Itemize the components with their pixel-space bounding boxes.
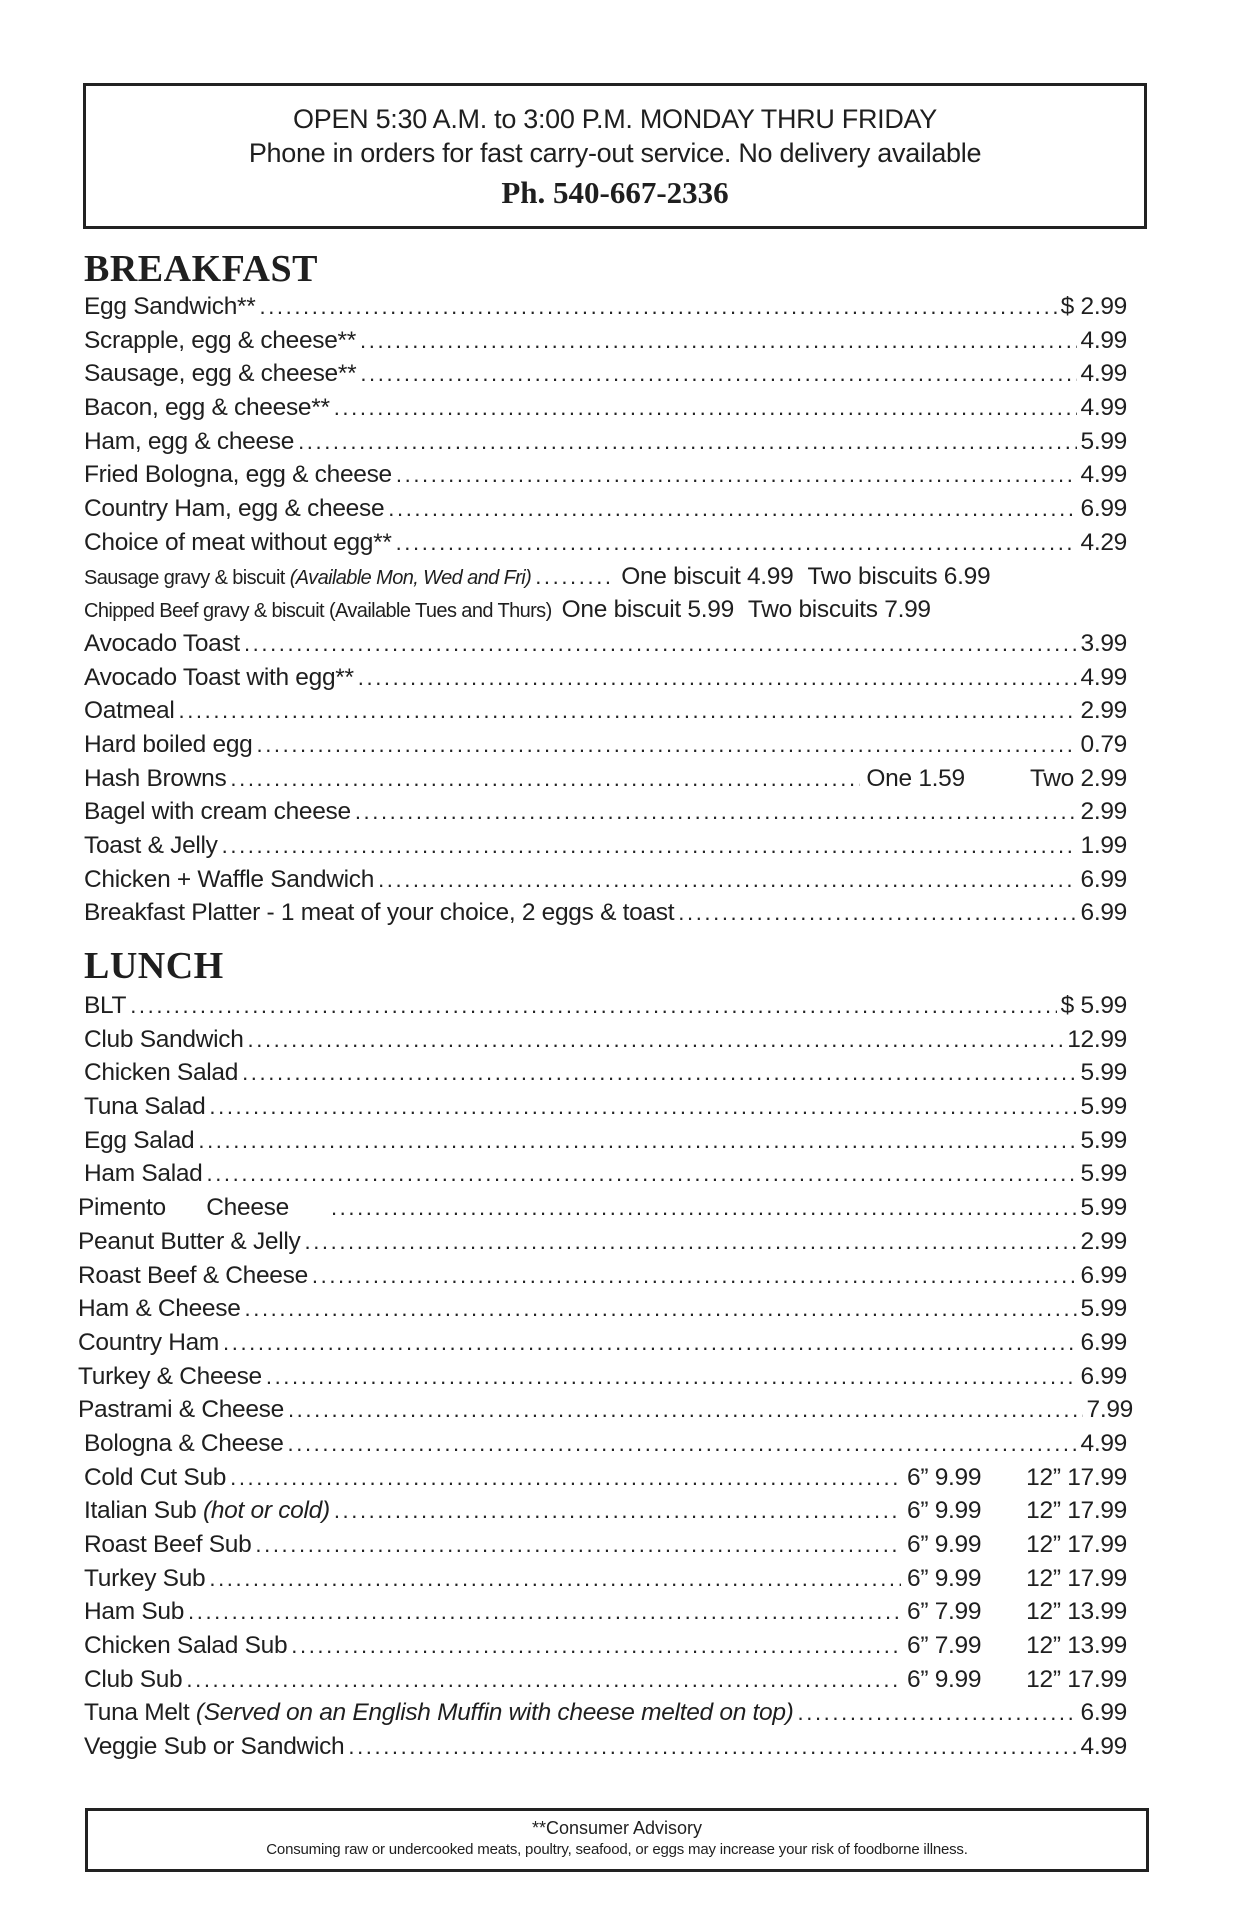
menu-item: Toast & Jelly ..... 1.99 xyxy=(0,829,1243,863)
menu-item: Breakfast Platter - 1 meat of your choice, 2 eggs & toast ..... 6.99 xyxy=(0,896,1243,930)
menu-item: Ham Salad ..... 5.99 xyxy=(0,1157,1243,1191)
breakfast-menu xyxy=(0,290,1243,930)
menu-item-sub: Club Sub ..... 6” 9.99 12” 17.99 xyxy=(0,1663,1243,1697)
menu-item: Bagel with cream cheese ..... 2.99 xyxy=(0,795,1243,829)
hours-box xyxy=(83,83,1147,229)
menu-item: Tuna Salad ..... 5.99 xyxy=(0,1090,1243,1124)
menu-item-hash-browns: Hash Browns ..... One 1.59 Two 2.99 xyxy=(0,762,1243,796)
menu-item-sub: Cold Cut Sub ..... 6” 9.99 12” 17.99 xyxy=(0,1461,1243,1495)
menu-item-tuna-melt: Tuna Melt (Served on an English Muffin with cheese melted on top) ..... 6.99 xyxy=(0,1696,1243,1730)
menu-item-sub: Chicken Salad Sub ..... 6” 7.99 12” 13.99 xyxy=(0,1629,1243,1663)
menu-item-veggie: Veggie Sub or Sandwich ..... 4.99 xyxy=(0,1730,1243,1764)
phone-note: Phone in orders for fast carry-out service. No delivery available xyxy=(248,138,982,168)
menu-item: Sausage, egg & cheese** ..... 4.99 xyxy=(0,357,1243,391)
menu-item-sub: Ham Sub ..... 6” 7.99 12” 13.99 xyxy=(0,1595,1243,1629)
menu-item: Egg Salad ..... 5.99 xyxy=(0,1124,1243,1158)
menu-item-chipped-beef: Chipped Beef gravy & biscuit (Available Tues and Thurs) One biscuit 5.99 Two biscuits 7.99 xyxy=(84,596,931,624)
menu-item: Bologna & Cheese ..... 4.99 xyxy=(0,1427,1243,1461)
menu-item: Peanut Butter & Jelly ..... 2.99 xyxy=(0,1225,1243,1259)
menu-item: Avocado Toast with egg** ..... 4.99 xyxy=(0,661,1243,695)
menu-item: Pastrami & Cheese ..... 7.99 xyxy=(0,1393,1243,1427)
menu-item: Bacon, egg & cheese** ..... 4.99 xyxy=(0,391,1243,425)
menu-item: Oatmeal ..... 2.99 xyxy=(0,694,1243,728)
menu-item: Hard boiled egg ..... 0.79 xyxy=(0,728,1243,762)
menu-item: Choice of meat without egg** ..... 4.29 xyxy=(0,526,1243,560)
menu-item: Fried Bologna, egg & cheese ..... 4.99 xyxy=(0,458,1243,492)
menu-item-sub: Roast Beef Sub ..... 6” 9.99 12” 17.99 xyxy=(0,1528,1243,1562)
menu-item: Pimento Cheese ..... 5.99 xyxy=(0,1191,1243,1225)
advisory-text: Consuming raw or undercooked meats, poultry, seafood, or eggs may increase your risk of foodborne illness. xyxy=(266,1841,968,1858)
menu-item: Avocado Toast ..... 3.99 xyxy=(0,627,1243,661)
consumer-advisory-box xyxy=(85,1808,1149,1872)
lunch-menu xyxy=(0,989,1243,1764)
menu-item: Ham & Cheese ..... 5.99 xyxy=(0,1292,1243,1326)
phone-number: Ph. 540-667-2336 xyxy=(501,175,729,210)
menu-item: Scrapple, egg & cheese** ..... 4.99 xyxy=(0,324,1243,358)
menu-item-sub: Turkey Sub ..... 6” 9.99 12” 17.99 xyxy=(0,1562,1243,1596)
menu-item: Country Ham, egg & cheese ..... 6.99 xyxy=(0,492,1243,526)
menu-item: Roast Beef & Cheese ..... 6.99 xyxy=(0,1259,1243,1293)
menu-item: Ham, egg & cheese ..... 5.99 xyxy=(0,425,1243,459)
menu-item: Turkey & Cheese ..... 6.99 xyxy=(0,1360,1243,1394)
hours-text: OPEN 5:30 A.M. to 3:00 P.M. MONDAY THRU FRIDAY xyxy=(293,104,937,134)
menu-item: Egg Sandwich** ..... $ 2.99 xyxy=(0,290,1243,324)
lunch-title: LUNCH xyxy=(84,945,224,987)
breakfast-title: BREAKFAST xyxy=(84,248,318,290)
advisory-title: **Consumer Advisory xyxy=(531,1818,703,1838)
menu-item: BLT ..... $ 5.99 xyxy=(0,989,1243,1023)
menu-item: Club Sandwich ..... 12.99 xyxy=(0,1023,1243,1057)
menu-item: Chicken Salad ..... 5.99 xyxy=(0,1056,1243,1090)
menu-item: Country Ham ..... 6.99 xyxy=(0,1326,1243,1360)
menu-item-sub: Italian Sub (hot or cold) ..... 6” 9.99 12” 17.99 xyxy=(0,1494,1243,1528)
menu-item: Chicken + Waffle Sandwich ..... 6.99 xyxy=(0,863,1243,897)
menu-item-sausage-gravy: Sausage gravy & biscuit (Available Mon, Wed and Fri) ..... One biscuit 4.99 Two biscuits 6.99 xyxy=(0,560,1243,594)
